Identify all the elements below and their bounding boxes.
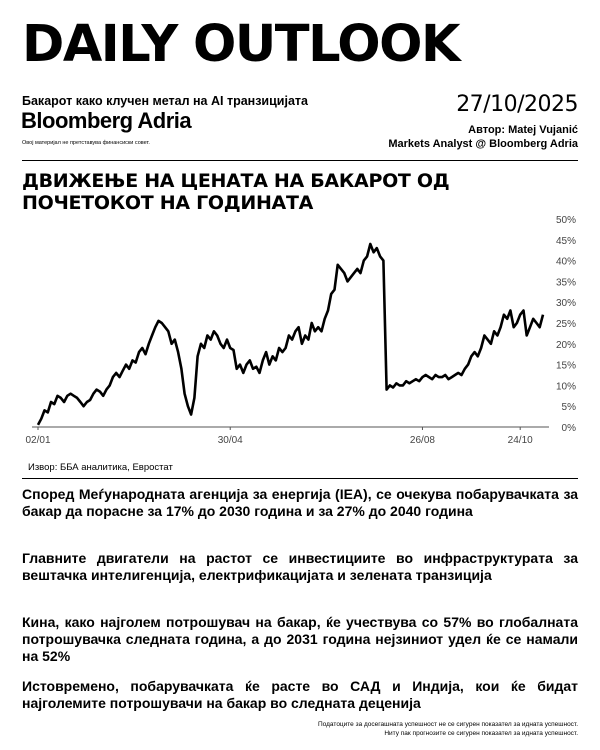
author-name: Автор: Matej Vujanić bbox=[468, 124, 578, 136]
paragraph-drivers: Главните двигатели на растот се инвестициите во инфраструктурата за вештачка интелигенција, електрификацијата и зелената транзиција bbox=[22, 550, 578, 583]
y-tick-label: 40% bbox=[555, 256, 576, 268]
footer-note-1: Податоците за досегашната успешност не се сигурен показател за идната успешност. bbox=[318, 721, 578, 728]
y-tick-label: 0% bbox=[561, 423, 576, 434]
source-note: Извор: ББА аналитика, Евростат bbox=[28, 462, 173, 473]
x-tick-label: 26/08 bbox=[409, 435, 435, 446]
y-tick-label: 15% bbox=[555, 360, 576, 372]
disclaimer-text: Овој материјал не претставува финансиски совет. bbox=[22, 140, 150, 146]
y-tick-label: 20% bbox=[555, 339, 576, 351]
report-date: 27/10/2025 bbox=[456, 92, 578, 117]
footer-note-2: Ниту пак прогнозите се сигурен показател за идната успешност. bbox=[384, 730, 578, 737]
brand-name: Bloomberg Adria bbox=[21, 108, 192, 133]
x-tick-label: 24/10 bbox=[507, 435, 533, 446]
price-series-line bbox=[38, 244, 543, 425]
y-tick-label: 50% bbox=[555, 215, 576, 226]
header-divider bbox=[22, 160, 578, 161]
y-tick-label: 35% bbox=[555, 277, 576, 289]
x-tick-label: 30/04 bbox=[217, 435, 243, 446]
y-tick-label: 30% bbox=[555, 298, 576, 310]
paragraph-usa-india: Истовремено, побарувачката ќе расте во САД и Индија, кои ќе бидат најголемите потрошувачи на бакар во следната деценија bbox=[22, 678, 578, 711]
y-tick-label: 5% bbox=[561, 402, 576, 414]
price-chart bbox=[0, 205, 600, 450]
y-tick-label: 10% bbox=[555, 381, 576, 393]
y-tick-label: 45% bbox=[555, 235, 576, 247]
paragraph-iea: Според Меѓународната агенција за енергија (IEA), се очекува побарувачката за бакар да порасне за 17% до 2030 година и за 27% до 2040 година bbox=[22, 486, 578, 519]
chart-title: ДВИЖЕЊЕ НА ЦЕНАТА НА БАКАРОТ ОД ПОЧЕТОКОТ НА ГОДИНАТА bbox=[22, 170, 450, 214]
masthead-title: DAILY OUTLOOK bbox=[22, 15, 459, 74]
report-subtitle: Бакарот како клучен метал на AI транзицијата bbox=[22, 94, 308, 108]
y-tick-label: 25% bbox=[555, 319, 576, 330]
x-tick-label: 02/01 bbox=[25, 435, 51, 446]
paragraph-china: Кина, како најголем потрошувач на бакар, ќе учествува со 57% во глобалната потрошувачка следната година, а до 2031 година нејзиниот удел ќе се намали на 52% bbox=[22, 614, 578, 664]
source-divider bbox=[22, 478, 578, 479]
author-role: Markets Analyst @ Bloomberg Adria bbox=[388, 138, 578, 150]
